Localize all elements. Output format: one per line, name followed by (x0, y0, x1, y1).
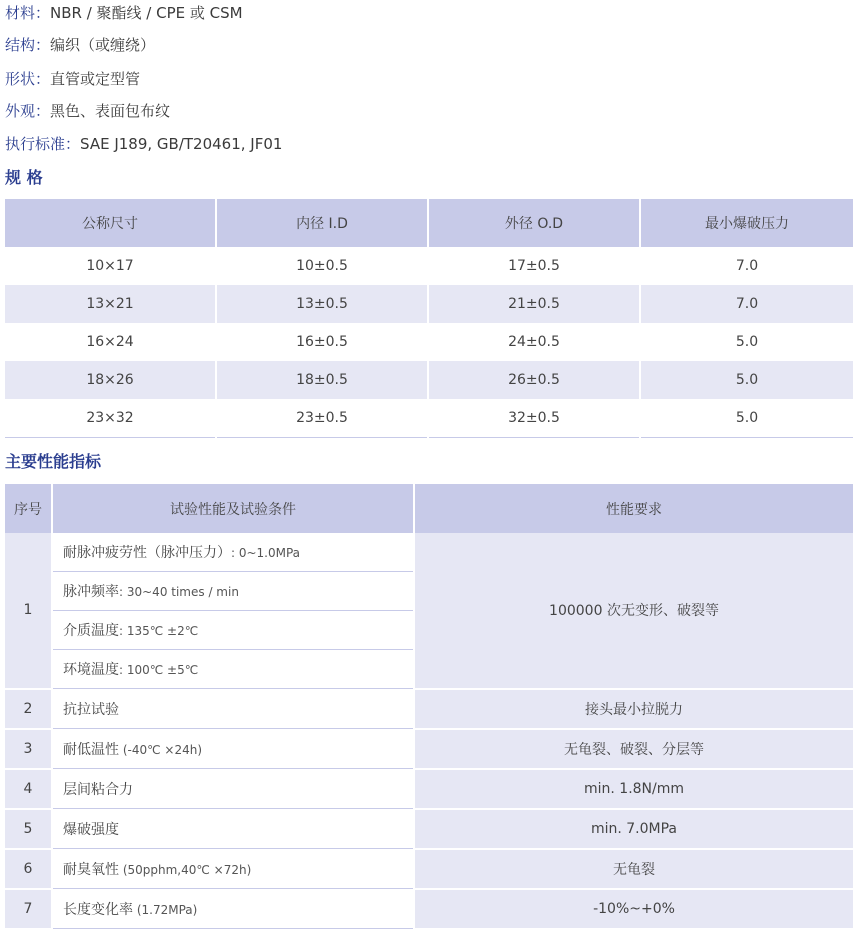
cell: 5.0 (640, 399, 853, 438)
table-row (5, 399, 853, 438)
condition-cell (52, 533, 414, 572)
header-nominal-size: 公称尺寸 (5, 199, 216, 247)
condition-note: : 135℃ ±2℃ (119, 624, 199, 638)
condition-cell (52, 572, 414, 611)
condition-label: 耐脉冲疲劳性（脉冲压力） (63, 545, 231, 561)
header-test-conditions: 试验性能及试验条件 (52, 484, 414, 533)
condition-label: 耐低温性 (63, 741, 119, 758)
spec-key: 结构： (5, 36, 51, 54)
condition-label: 长度变化率 (63, 901, 133, 918)
header-outer-diameter: 外径 O.D (428, 199, 640, 247)
spec-section-title: 规 格 (5, 168, 43, 187)
cell: 23×32 (5, 399, 216, 438)
spec-value: NBR / 聚酯线 / CPE 或 CSM (50, 4, 243, 22)
spec-value: 直管或定型管 (50, 70, 141, 88)
cell: 10×17 (5, 247, 216, 285)
requirement-cell: -10%~+0% (414, 889, 853, 929)
condition-note: : 100℃ ±5℃ (119, 663, 199, 677)
cell: 5.0 (640, 361, 853, 399)
perf-table-header (5, 484, 853, 533)
cell: 16±0.5 (216, 323, 428, 361)
condition-cell (52, 809, 414, 849)
row-number: 4 (5, 769, 52, 809)
cell: 21±0.5 (428, 285, 640, 323)
requirement-cell: min. 1.8N/mm (414, 769, 853, 809)
cell: 32±0.5 (428, 399, 640, 438)
row-number: 5 (5, 809, 52, 849)
cell: 16×24 (5, 323, 216, 361)
requirement-cell: 100000 次无变形、破裂等 (414, 533, 853, 689)
header-burst-pressure: 最小爆破压力 (640, 199, 853, 247)
table-row (5, 247, 853, 285)
cell: 7.0 (640, 285, 853, 323)
condition-cell (52, 889, 414, 929)
requirement-cell: 接头最小拉脱力 (414, 689, 853, 729)
requirement-cell: 无龟裂 (414, 849, 853, 889)
table-row (5, 323, 853, 361)
spec-appearance (5, 101, 170, 121)
cell: 5.0 (640, 323, 853, 361)
spec-value: SAE J189, GB/T20461, JF01 (80, 135, 283, 153)
condition-label: 耐臭氧性 (63, 861, 119, 878)
spec-key: 外观： (5, 102, 51, 120)
cell: 26±0.5 (428, 361, 640, 399)
table-row (5, 361, 853, 399)
spec-material (5, 3, 243, 23)
spec-value: 黑色、表面包布纹 (50, 102, 171, 120)
condition-cell (52, 729, 414, 769)
cell: 13±0.5 (216, 285, 428, 323)
condition-note: (1.72MPa) (133, 902, 198, 917)
row-number: 1 (5, 533, 52, 689)
performance-table (5, 484, 853, 930)
cell: 18±0.5 (216, 361, 428, 399)
condition-note: : 30~40 times / min (119, 585, 239, 599)
header-number: 序号 (5, 484, 52, 533)
condition-label: 抗拉试验 (63, 701, 119, 718)
cell: 7.0 (640, 247, 853, 285)
cell: 10±0.5 (216, 247, 428, 285)
condition-cell (52, 849, 414, 889)
condition-label: 脉冲频率 (63, 584, 119, 600)
table-row (5, 285, 853, 323)
spec-table-header (5, 199, 853, 247)
table-row (5, 889, 853, 929)
condition-note: (50pphm,40℃ ×72h) (119, 862, 252, 877)
spec-shape (5, 69, 140, 89)
requirement-cell: 无龟裂、破裂、分层等 (414, 729, 853, 769)
table-row (5, 689, 853, 729)
spec-standard (5, 134, 282, 154)
header-requirement: 性能要求 (414, 484, 853, 533)
spec-structure (5, 35, 155, 55)
condition-cell (52, 769, 414, 809)
row-number: 3 (5, 729, 52, 769)
row-number: 2 (5, 689, 52, 729)
table-row (5, 533, 853, 572)
requirement-cell: min. 7.0MPa (414, 809, 853, 849)
condition-label: 环境温度 (63, 662, 119, 678)
condition-note: (-40℃ ×24h) (119, 742, 202, 757)
condition-label: 介质温度 (63, 623, 119, 639)
spec-table (5, 199, 853, 438)
row-number: 7 (5, 889, 52, 929)
spec-key: 执行标准： (5, 135, 81, 153)
condition-note: : 0~1.0MPa (231, 546, 301, 560)
spec-key: 材料： (5, 4, 51, 22)
condition-cell (52, 689, 414, 729)
cell: 24±0.5 (428, 323, 640, 361)
condition-cell (52, 611, 414, 650)
condition-cell (52, 650, 414, 689)
table-row (5, 809, 853, 849)
perf-section-title: 主要性能指标 (5, 452, 102, 471)
spec-key: 形状： (5, 70, 51, 88)
header-inner-diameter: 内径 I.D (216, 199, 428, 247)
cell: 23±0.5 (216, 399, 428, 438)
table-row (5, 769, 853, 809)
table-row (5, 849, 853, 889)
spec-value: 编织（或缠绕） (50, 36, 156, 54)
condition-label: 爆破强度 (63, 821, 119, 838)
cell: 13×21 (5, 285, 216, 323)
cell: 17±0.5 (428, 247, 640, 285)
table-row (5, 729, 853, 769)
row-number: 6 (5, 849, 52, 889)
condition-label: 层间粘合力 (63, 781, 133, 798)
cell: 18×26 (5, 361, 216, 399)
